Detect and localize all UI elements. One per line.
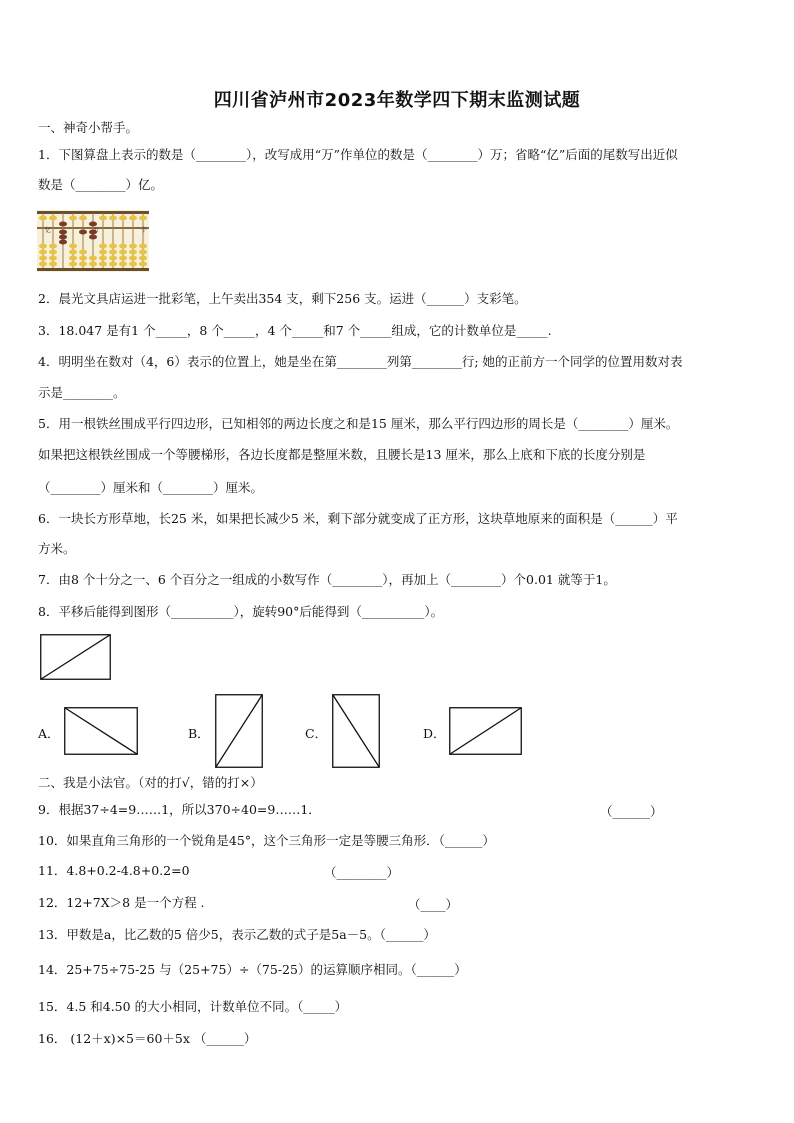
section-2-heading: 二、我是小法官。（对的打√，错的打×） <box>38 775 263 790</box>
option-b-label: B． <box>188 726 210 741</box>
question-5-line-2: 如果把这根铁丝围成一个等腰梯形，各边长度都是整厘米数，且腰长是13 厘米，那么上底和下底的长度分别是 <box>38 447 646 462</box>
option-d-figure <box>449 707 522 755</box>
question-7: 7．由8 个十分之一、6 个百分之一组成的小数写作（________），再加上（________）个0.01 就等于1。 <box>38 572 616 587</box>
question-9: 9．根据37÷4=9……1，所以370÷40=9……1． <box>38 802 321 817</box>
question-6-line-2: 方米。 <box>38 541 76 556</box>
abacus-illustration <box>37 210 149 272</box>
q8-reference-figure <box>40 634 111 680</box>
question-12: 12．12+7X＞8 是一个方程 . <box>38 895 205 910</box>
abacus-label-ge: 个 <box>141 227 148 234</box>
option-c-label: C． <box>305 726 328 741</box>
abacus-label-wan: 万 <box>93 227 100 234</box>
question-11-answer-blank: （________） <box>324 865 400 880</box>
question-4-line-2: 示是________。 <box>38 385 126 400</box>
question-11: 11．4.8+0.2-4.8+0.2=0 <box>38 863 190 878</box>
option-a-label: A． <box>38 726 60 741</box>
question-15: 15．4.5 和4.50 的大小相同，计数单位不同。（_____） <box>38 999 348 1014</box>
question-9-answer-blank: （______） <box>600 804 663 819</box>
question-8: 8．平移后能得到图形（__________），旋转90°后能得到（__________）。 <box>38 604 444 619</box>
question-2: 2．晨光文具店运进一批彩笔，上午卖出354 支，剩下256 支。运进（______）支彩笔。 <box>38 291 527 306</box>
question-5-line-3: （________）厘米和（________）厘米。 <box>38 480 264 495</box>
question-12-answer-blank: （____） <box>408 897 459 912</box>
section-1-heading: 一、神奇小帮手。 <box>38 120 139 135</box>
question-10: 10．如果直角三角形的一个锐角是45°，这个三角形一定是等腰三角形．（______） <box>38 833 495 848</box>
option-b-figure <box>215 694 263 768</box>
option-a-figure <box>64 707 138 755</box>
option-c-figure <box>332 694 380 768</box>
question-1-line-1: 1．下图算盘上表示的数是（________），改写成用“万”作单位的数是（________）万；省略“亿”后面的尾数写出近似 <box>38 147 678 162</box>
page-title: 四川省泸州市2023年数学四下期末监测试题 <box>213 90 581 111</box>
option-d-label: D． <box>423 726 446 741</box>
abacus-label-yi: 亿 <box>45 227 52 234</box>
question-14: 14．25+75÷75-25 与（25+75）÷（75-25）的运算顺序相同。（______） <box>38 962 467 977</box>
question-5-line-1: 5．用一根铁丝围成平行四边形，已知相邻的两边长度之和是15 厘米，那么平行四边形的周长是（________）厘米。 <box>38 416 679 431</box>
question-4-line-1: 4．明明坐在数对（4，6）表示的位置上，她是坐在第________列第________行; 她的正前方一个同学的位置用数对表 <box>38 354 683 369</box>
question-6-line-1: 6．一块长方形草地，长25 米，如果把长减少5 米，剩下部分就变成了正方形，这块草地原来的面积是（______）平 <box>38 511 678 526</box>
question-3: 3．18.047 是有1 个_____，8 个_____，4 个_____和7 个_____组成，它的计数单位是_____. <box>38 323 552 338</box>
question-1-line-2: 数是（________）亿。 <box>38 177 164 192</box>
question-13: 13．甲数是a，比乙数的5 倍少5，表示乙数的式子是5a－5。（______） <box>38 927 436 942</box>
question-16: 16． (12＋x)×5＝60＋5x （______） <box>38 1031 257 1046</box>
